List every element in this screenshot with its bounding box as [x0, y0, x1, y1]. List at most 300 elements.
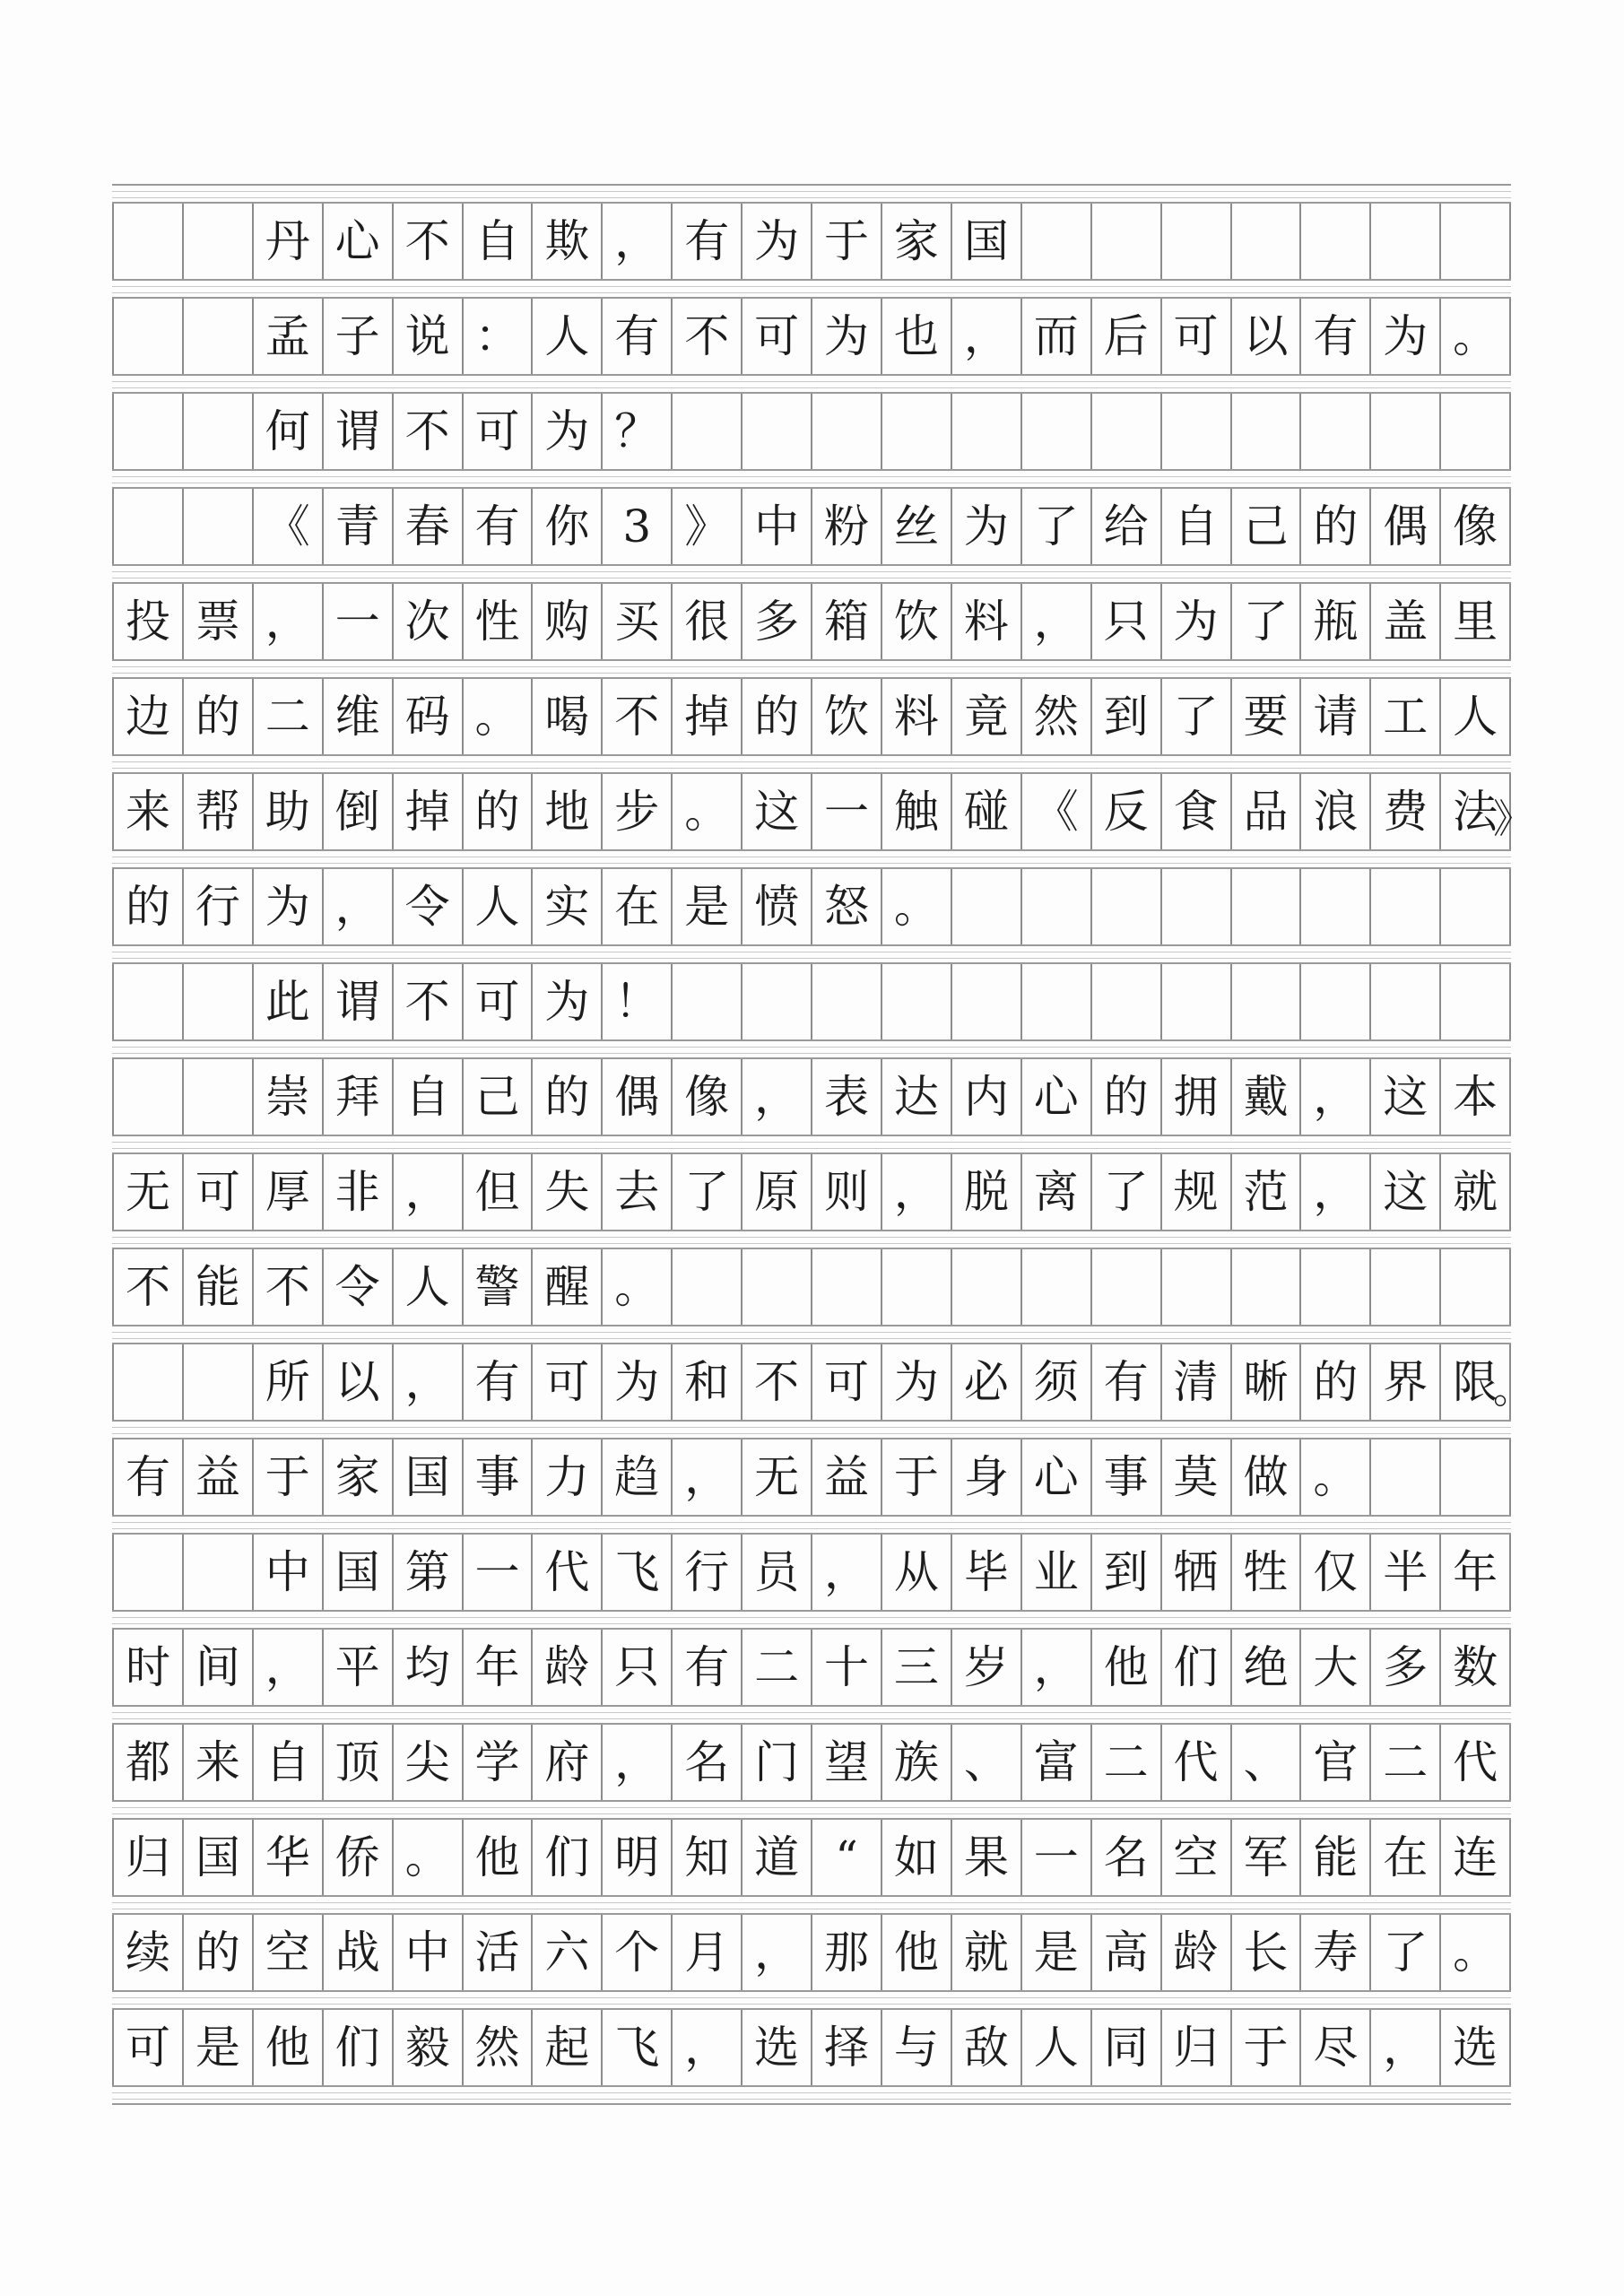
grid-cell: 帮: [184, 774, 254, 849]
grid-cell: 择: [812, 2010, 882, 2085]
grid-cell: [952, 964, 1022, 1039]
grid-cell: [184, 1344, 254, 1420]
grid-cell: 给: [1092, 489, 1162, 564]
grid-cell: 有: [673, 1630, 743, 1705]
grid-cell: 顶: [324, 1725, 394, 1800]
grid-cell: 门: [743, 1725, 812, 1800]
grid-cell: 业: [1022, 1535, 1092, 1610]
grid-cell: 码: [394, 679, 464, 754]
grid-cell: 身: [952, 1439, 1022, 1515]
line-separator: [112, 1135, 1511, 1154]
grid-cell: ，: [1371, 2010, 1441, 2085]
grid-cell: 尖: [394, 1725, 464, 1800]
grid-cell: 边: [114, 679, 184, 754]
line-separator: [112, 1515, 1511, 1535]
grid-cell: 后: [1092, 299, 1162, 374]
grid-cell: 有: [1092, 1344, 1162, 1420]
grid-cell: 无: [114, 1154, 184, 1230]
grid-cell: 只: [603, 1630, 673, 1705]
text-line: [112, 774, 1533, 849]
grid-cell: 说: [394, 299, 464, 374]
grid-cell: 箱: [812, 584, 882, 659]
grid-cell: 浪: [1301, 774, 1371, 849]
grid-cell: 能: [184, 1249, 254, 1325]
grid-cell: 达: [882, 1059, 952, 1135]
grid-cell: 第: [394, 1535, 464, 1610]
grid-cell: 的: [184, 1915, 254, 1990]
line-separator: [112, 659, 1511, 679]
grid-cell: 则: [812, 1154, 882, 1230]
grid-cell: 。: [673, 774, 743, 849]
grid-cell: 军: [1232, 1820, 1302, 1895]
grid-cell: 本: [1441, 1059, 1511, 1135]
grid-cell: ，: [254, 584, 324, 659]
grid-cell: 掉: [673, 679, 743, 754]
grid-cell: 代: [1441, 1725, 1511, 1800]
grid-cell: 们: [1162, 1630, 1232, 1705]
grid-cell: 偶: [603, 1059, 673, 1135]
grid-cell: [952, 1249, 1022, 1325]
grid-cell: 晰: [1232, 1344, 1302, 1420]
grid-cell: 官: [1301, 1725, 1371, 1800]
grid-cell: 必: [952, 1344, 1022, 1420]
grid-cell: 于: [254, 1439, 324, 1515]
grid-cell: 能: [1301, 1820, 1371, 1895]
grid-cell: 敌: [952, 2010, 1022, 2085]
grid-cell: 欺: [533, 204, 603, 279]
text-line: [112, 1630, 1511, 1705]
grid-cell: 不: [394, 204, 464, 279]
line-separator: [112, 849, 1511, 869]
grid-cell: 绝: [1232, 1630, 1302, 1705]
grid-cell: 喝: [533, 679, 603, 754]
overflow-char: 。: [1493, 1367, 1533, 1413]
line-separator: [112, 1705, 1511, 1725]
grid-cell: 知: [673, 1820, 743, 1895]
grid-cell: [1301, 394, 1371, 469]
grid-cell: 谓: [324, 964, 394, 1039]
grid-cell: 、: [1232, 1725, 1302, 1800]
grid-cell: 票: [184, 584, 254, 659]
grid-cell: ，: [1022, 1630, 1092, 1705]
grid-cell: 岁: [952, 1630, 1022, 1705]
grid-cell: 中: [394, 1915, 464, 1990]
grid-cell: 盖: [1371, 584, 1441, 659]
grid-cell: 只: [1092, 584, 1162, 659]
grid-cell: 空: [254, 1915, 324, 1990]
grid-cell: [1022, 394, 1092, 469]
line-separator: [112, 564, 1511, 584]
grid-cell: 了: [673, 1154, 743, 1230]
grid-cell: 料: [882, 679, 952, 754]
grid-cell: [1441, 1249, 1511, 1325]
grid-cell: 同: [1092, 2010, 1162, 2085]
grid-cell: [114, 299, 184, 374]
grid-cell: ，: [743, 1059, 812, 1135]
grid-cell: [1371, 964, 1441, 1039]
grid-cell: 为: [952, 489, 1022, 564]
grid-cell: 时: [114, 1630, 184, 1705]
grid-cell: [1232, 1249, 1302, 1325]
grid-cell: 力: [533, 1439, 603, 1515]
grid-cell: 警: [464, 1249, 534, 1325]
grid-cell: 青: [324, 489, 394, 564]
grid-cell: [1162, 964, 1232, 1039]
grid-cell: 行: [673, 1535, 743, 1610]
grid-cell: 》: [673, 489, 743, 564]
grid-cell: 戴: [1232, 1059, 1302, 1135]
grid-cell: 均: [394, 1630, 464, 1705]
grid-cell: 规: [1162, 1154, 1232, 1230]
grid-cell: 己: [464, 1059, 534, 1135]
grid-cell: [1232, 964, 1302, 1039]
grid-cell: 与: [882, 2010, 952, 2085]
grid-cell: 地: [533, 774, 603, 849]
grid-cell: 非: [324, 1154, 394, 1230]
grid-cell: 。: [1441, 1915, 1511, 1990]
text-line: [112, 2010, 1511, 2085]
grid-cell: [743, 1249, 812, 1325]
grid-cell: 们: [324, 2010, 394, 2085]
grid-cell: 醒: [533, 1249, 603, 1325]
grid-cell: ，: [882, 1154, 952, 1230]
grid-cell: [1162, 204, 1232, 279]
grid-cell: 果: [952, 1820, 1022, 1895]
grid-cell: 名: [673, 1725, 743, 1800]
grid-cell: 饮: [812, 679, 882, 754]
grid-cell: 国: [184, 1820, 254, 1895]
grid-cell: 偶: [1371, 489, 1441, 564]
grid-cell: 二: [254, 679, 324, 754]
grid-cell: [1441, 1439, 1511, 1515]
grid-cell: [952, 869, 1022, 944]
line-separator: [112, 1990, 1511, 2010]
grid-cell: 战: [324, 1915, 394, 1990]
grid-cell: [1441, 869, 1511, 944]
grid-cell: [1301, 204, 1371, 279]
grid-cell: 可: [533, 1344, 603, 1420]
grid-cell: 很: [673, 584, 743, 659]
grid-cell: [1092, 1249, 1162, 1325]
grid-cell: 维: [324, 679, 394, 754]
grid-cell: 为: [603, 1344, 673, 1420]
text-line: [112, 1820, 1511, 1895]
grid-cell: 人: [533, 299, 603, 374]
grid-cell: 连: [1441, 1820, 1511, 1895]
grid-cell: [1371, 869, 1441, 944]
text-line: [112, 584, 1511, 659]
grid-cell: 他: [464, 1820, 534, 1895]
grid-cell: 有: [464, 489, 534, 564]
grid-cell: ，: [1301, 1154, 1371, 1230]
grid-cell: 买: [603, 584, 673, 659]
grid-cell: 实: [533, 869, 603, 944]
grid-cell: 在: [603, 869, 673, 944]
grid-cell: 费: [1371, 774, 1441, 849]
grid-cell: 个: [603, 1915, 673, 1990]
grid-cell: [1162, 394, 1232, 469]
grid-cell: 趋: [603, 1439, 673, 1515]
line-separator: [112, 944, 1511, 964]
text-line: [112, 869, 1511, 944]
grid-cell: 谓: [324, 394, 394, 469]
grid-cell: [812, 394, 882, 469]
grid-cell: 须: [1022, 1344, 1092, 1420]
grid-cell: 起: [533, 2010, 603, 2085]
grid-cell: 莫: [1162, 1439, 1232, 1515]
grid-cell: 崇: [254, 1059, 324, 1135]
grid-cell: 从: [882, 1535, 952, 1610]
grid-cell: [1232, 204, 1302, 279]
grid-cell: 有: [603, 299, 673, 374]
grid-cell: [812, 964, 882, 1039]
text-line: [112, 299, 1511, 374]
grid-cell: 自: [1162, 489, 1232, 564]
grid-cell: 范: [1232, 1154, 1302, 1230]
grid-cell: 可: [114, 2010, 184, 2085]
grid-cell: 心: [1022, 1059, 1092, 1135]
line-separator: [112, 1800, 1511, 1820]
grid-cell: 行: [184, 869, 254, 944]
grid-cell: 是: [1022, 1915, 1092, 1990]
grid-cell: 一: [324, 584, 394, 659]
grid-cell: 原: [743, 1154, 812, 1230]
grid-cell: 像: [1441, 489, 1511, 564]
grid-cell: ，: [673, 2010, 743, 2085]
grid-cell: [1301, 869, 1371, 944]
grid-cell: 不: [673, 299, 743, 374]
grid-cell: 竟: [952, 679, 1022, 754]
grid-cell: 中: [743, 489, 812, 564]
grid-cell: [114, 489, 184, 564]
grid-cell: 怒: [812, 869, 882, 944]
grid-cell: 。: [1301, 1439, 1371, 1515]
grid-cell: 可: [743, 299, 812, 374]
grid-cell: 人: [1441, 679, 1511, 754]
grid-cell: 人: [1022, 2010, 1092, 2085]
grid-cell: 这: [743, 774, 812, 849]
grid-cell: 然: [1022, 679, 1092, 754]
grid-cell: 内: [952, 1059, 1022, 1135]
grid-cell: 但: [464, 1154, 534, 1230]
grid-cell: 愤: [743, 869, 812, 944]
grid-cell: 明: [603, 1820, 673, 1895]
grid-cell: 然: [464, 2010, 534, 2085]
grid-cell: 了: [1022, 489, 1092, 564]
grid-cell: 于: [1232, 2010, 1302, 2085]
grid-cell: 一: [1022, 1820, 1092, 1895]
grid-cell: 以: [324, 1344, 394, 1420]
grid-cell: ，: [812, 1535, 882, 1610]
line-separator: [112, 1325, 1511, 1344]
grid-cell: 脱: [952, 1154, 1022, 1230]
grid-cell: ，: [324, 869, 394, 944]
line-separator: [112, 1420, 1511, 1439]
line-separator: [112, 754, 1511, 774]
line-separator: [112, 184, 1511, 204]
grid-cell: [1022, 204, 1092, 279]
grid-cell: 为: [1162, 584, 1232, 659]
grid-cell: [184, 1535, 254, 1610]
grid-cell: 和: [673, 1344, 743, 1420]
grid-cell: 你: [533, 489, 603, 564]
line-separator: [112, 1610, 1511, 1630]
grid-cell: [1022, 1249, 1092, 1325]
grid-cell: 有: [1301, 299, 1371, 374]
grid-cell: 丝: [882, 489, 952, 564]
grid-cell: ，: [603, 1725, 673, 1800]
grid-cell: 牲: [1232, 1535, 1302, 1610]
grid-cell: 年: [464, 1630, 534, 1705]
grid-cell: [184, 394, 254, 469]
text-line: [112, 1915, 1511, 1990]
grid-cell: [1301, 964, 1371, 1039]
grid-cell: 三: [882, 1630, 952, 1705]
grid-cell: 不: [743, 1344, 812, 1420]
grid-cell: 自: [464, 204, 534, 279]
grid-cell: 投: [114, 584, 184, 659]
grid-cell: 子: [324, 299, 394, 374]
grid-cell: 牺: [1162, 1535, 1232, 1610]
grid-cell: [1022, 964, 1092, 1039]
grid-cell: 仅: [1301, 1535, 1371, 1610]
grid-cell: 的: [184, 679, 254, 754]
grid-cell: 富: [1022, 1725, 1092, 1800]
grid-cell: 间: [184, 1630, 254, 1705]
grid-cell: 可: [464, 394, 534, 469]
grid-cell: 二: [1092, 1725, 1162, 1800]
grid-cell: [1371, 204, 1441, 279]
grid-cell: 选: [743, 2010, 812, 2085]
grid-cell: 大: [1301, 1630, 1371, 1705]
grid-cell: [812, 1249, 882, 1325]
grid-cell: 不: [394, 394, 464, 469]
grid-cell: 倒: [324, 774, 394, 849]
grid-cell: 益: [812, 1439, 882, 1515]
grid-cell: 为: [882, 1344, 952, 1420]
grid-cell: 料: [952, 584, 1022, 659]
grid-cell: 不: [394, 964, 464, 1039]
grid-cell: 限: [1441, 1344, 1511, 1420]
grid-cell: 法: [1441, 774, 1511, 849]
grid-cell: 高: [1092, 1915, 1162, 1990]
grid-cell: [1162, 1249, 1232, 1325]
grid-cell: ，: [603, 204, 673, 279]
grid-cell: [1441, 204, 1511, 279]
grid-cell: 就: [952, 1915, 1022, 1990]
grid-cell: 他: [254, 2010, 324, 2085]
grid-cell: ，: [743, 1915, 812, 1990]
grid-cell: 人: [394, 1249, 464, 1325]
grid-cell: [114, 964, 184, 1039]
grid-cell: 是: [673, 869, 743, 944]
grid-cell: 可: [1162, 299, 1232, 374]
grid-cell: 二: [1371, 1725, 1441, 1800]
grid-cell: 学: [464, 1725, 534, 1800]
grid-cell: 此: [254, 964, 324, 1039]
grid-cell: 的: [1301, 489, 1371, 564]
grid-cell: 来: [114, 774, 184, 849]
grid-cell: 的: [114, 869, 184, 944]
grid-cell: 选: [1441, 2010, 1511, 2085]
grid-cell: 为: [254, 869, 324, 944]
grid-cell: [1092, 394, 1162, 469]
grid-cell: [1022, 869, 1092, 944]
grid-cell: “: [812, 1820, 882, 1895]
grid-cell: 里: [1441, 584, 1511, 659]
grid-cell: [114, 1059, 184, 1135]
grid-cell: 了: [1232, 584, 1302, 659]
grid-cell: 步: [603, 774, 673, 849]
grid-cell: 事: [1092, 1439, 1162, 1515]
grid-cell: 有: [114, 1439, 184, 1515]
overflow-char: 》: [1493, 796, 1533, 842]
grid-cell: 代: [533, 1535, 603, 1610]
grid-cell: 事: [464, 1439, 534, 1515]
grid-cell: 碰: [952, 774, 1022, 849]
grid-cell: 为: [1371, 299, 1441, 374]
grid-cell: 。: [882, 869, 952, 944]
grid-cell: 国: [324, 1535, 394, 1610]
grid-cell: 食: [1162, 774, 1232, 849]
grid-cell: 为: [812, 299, 882, 374]
grid-cell: 飞: [603, 2010, 673, 2085]
text-line: [112, 1535, 1511, 1610]
grid-cell: 平: [324, 1630, 394, 1705]
grid-cell: 清: [1162, 1344, 1232, 1420]
line-separator: [112, 279, 1511, 299]
grid-cell: 们: [533, 1820, 603, 1895]
grid-cell: 自: [394, 1059, 464, 1135]
grid-cell: [1441, 394, 1511, 469]
grid-cell: [184, 1059, 254, 1135]
grid-cell: 多: [743, 584, 812, 659]
grid-cell: 代: [1162, 1725, 1232, 1800]
grid-cell: 令: [324, 1249, 394, 1325]
grid-cell: 所: [254, 1344, 324, 1420]
grid-cell: [1441, 964, 1511, 1039]
grid-cell: 国: [394, 1439, 464, 1515]
line-separator: [112, 2085, 1511, 2105]
grid-cell: 一: [464, 1535, 534, 1610]
text-line: [112, 1725, 1511, 1800]
grid-cell: 家: [324, 1439, 394, 1515]
grid-cell: 龄: [533, 1630, 603, 1705]
grid-cell: 十: [812, 1630, 882, 1705]
grid-cell: 拥: [1162, 1059, 1232, 1135]
grid-cell: 毅: [394, 2010, 464, 2085]
grid-cell: [673, 394, 743, 469]
grid-cell: 中: [254, 1535, 324, 1610]
grid-cell: 为: [533, 394, 603, 469]
grid-cell: 月: [673, 1915, 743, 1990]
grid-cell: 以: [1232, 299, 1302, 374]
grid-cell: 触: [882, 774, 952, 849]
grid-cell: 那: [812, 1915, 882, 1990]
grid-cell: 请: [1301, 679, 1371, 754]
grid-cell: 到: [1092, 679, 1162, 754]
text-line: [112, 1439, 1511, 1515]
grid-cell: 失: [533, 1154, 603, 1230]
grid-cell: [184, 489, 254, 564]
grid-cell: 次: [394, 584, 464, 659]
grid-cell: 这: [1371, 1059, 1441, 1135]
grid-cell: 不: [603, 679, 673, 754]
text-line: [112, 394, 1511, 469]
grid-cell: 名: [1092, 1820, 1162, 1895]
grid-cell: 品: [1232, 774, 1302, 849]
grid-cell: [882, 1249, 952, 1325]
